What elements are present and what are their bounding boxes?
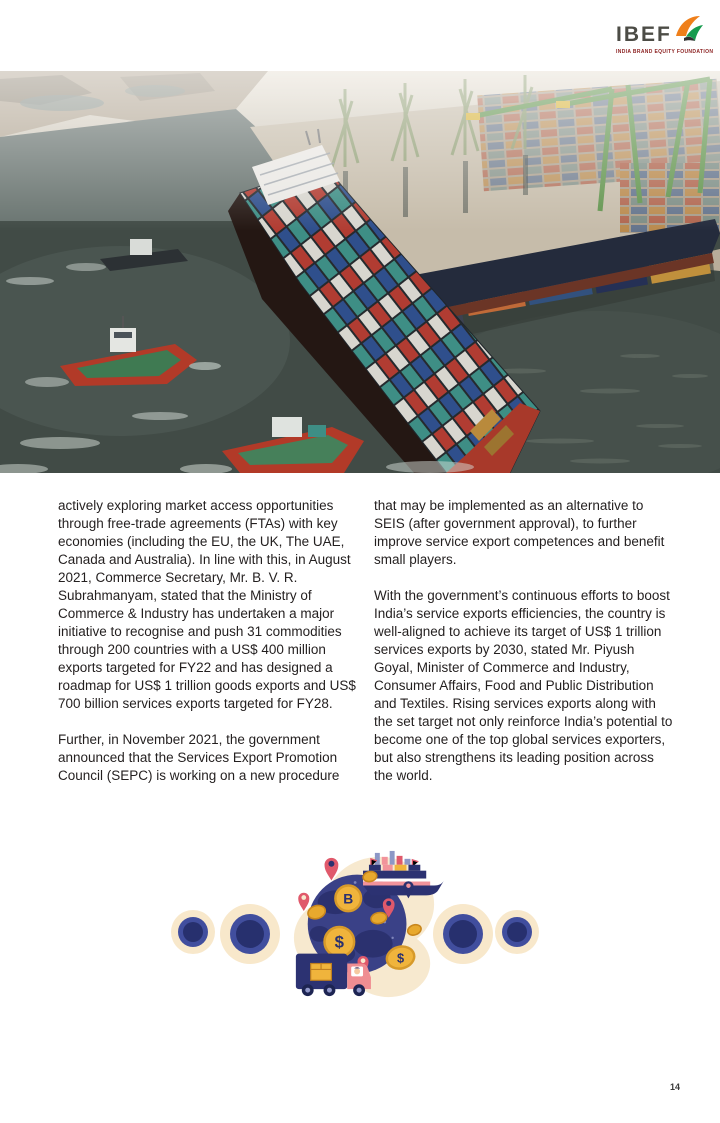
svg-text:$: $ bbox=[396, 950, 405, 966]
ibef-logo-row bbox=[616, 22, 702, 48]
port-photo bbox=[0, 71, 720, 473]
coin-dollar bbox=[325, 927, 355, 957]
decor-dot-core bbox=[183, 922, 204, 943]
paragraph: that may be implemented as an alternative to SEIS (after government approval), to further improve service export competences and benefit small players. bbox=[374, 498, 665, 567]
decor-dot-mid bbox=[230, 914, 271, 955]
right-column bbox=[374, 497, 674, 803]
left-column bbox=[58, 497, 358, 803]
coin-bitcoin bbox=[335, 885, 361, 911]
location-pin bbox=[298, 893, 309, 911]
package-icon bbox=[311, 964, 332, 981]
trade-illustration-svg bbox=[286, 843, 444, 1005]
decor-dot-core bbox=[449, 920, 478, 949]
decor-dot-core bbox=[507, 922, 528, 943]
ibef-logo-text: IBEF bbox=[616, 23, 672, 46]
ibef-flag-swoosh-icon bbox=[670, 14, 704, 48]
paragraph: actively exploring market access opportunities through free-trade agreements (FTAs) with key economies (including the EU, the UK, The UAE, Canada and Australia). In line with this, in August 2021, Commerce Secretary, Mr. B. V. R. Subrahmanyam, stated that the Ministry of Commerce & Industry has undertaken a major initiative to recognise and push 31 commodities through 200 countries with a US$ 400 million exports targeted for FY22 and has designed a roadmap for US$ 1 trillion goods exports and US$ 700 billion services exports targeted for FY28. bbox=[58, 498, 356, 711]
decor-dot bbox=[171, 910, 215, 954]
truck-wheels bbox=[302, 984, 365, 996]
haze-overlay bbox=[0, 71, 720, 231]
decor-dot bbox=[495, 910, 539, 954]
ibef-logo-tagline: INDIA BRAND EQUITY FOUNDATION bbox=[616, 49, 714, 55]
global-trade-illustration bbox=[286, 843, 444, 1005]
decor-dot-mid bbox=[178, 917, 208, 947]
decor-dot bbox=[220, 904, 280, 964]
page-number: 14 bbox=[669, 1082, 680, 1092]
paragraph: Further, in November 2021, the government announced that the Services Export Promotion Council (SEPC) is working on a new procedure bbox=[58, 732, 340, 783]
article-body bbox=[58, 497, 674, 803]
ibef-logo bbox=[616, 22, 714, 55]
decor-dot-core bbox=[236, 920, 265, 949]
port-photo-svg bbox=[0, 71, 720, 473]
paragraph: With the government’s continuous efforts to boost India’s service exports efficiencies, the country is well-aligned to achieve its target of US$ 1 trillion services exports by 2030, stated Mr. Piyush Goyal, Minister of Commerce and Industry, Consumer Affairs, Food and Public Distribution and Textiles. Rising services exports along with the set target not only reinforce India’s potential to become one of the top global services exporters, but also strengthens its leading position across the world. bbox=[374, 588, 673, 783]
svg-text:B: B bbox=[343, 890, 354, 907]
svg-text:$: $ bbox=[334, 932, 344, 952]
decor-dot-mid bbox=[443, 914, 484, 955]
decor-dot-mid bbox=[502, 917, 532, 947]
ship-containers bbox=[369, 865, 420, 871]
